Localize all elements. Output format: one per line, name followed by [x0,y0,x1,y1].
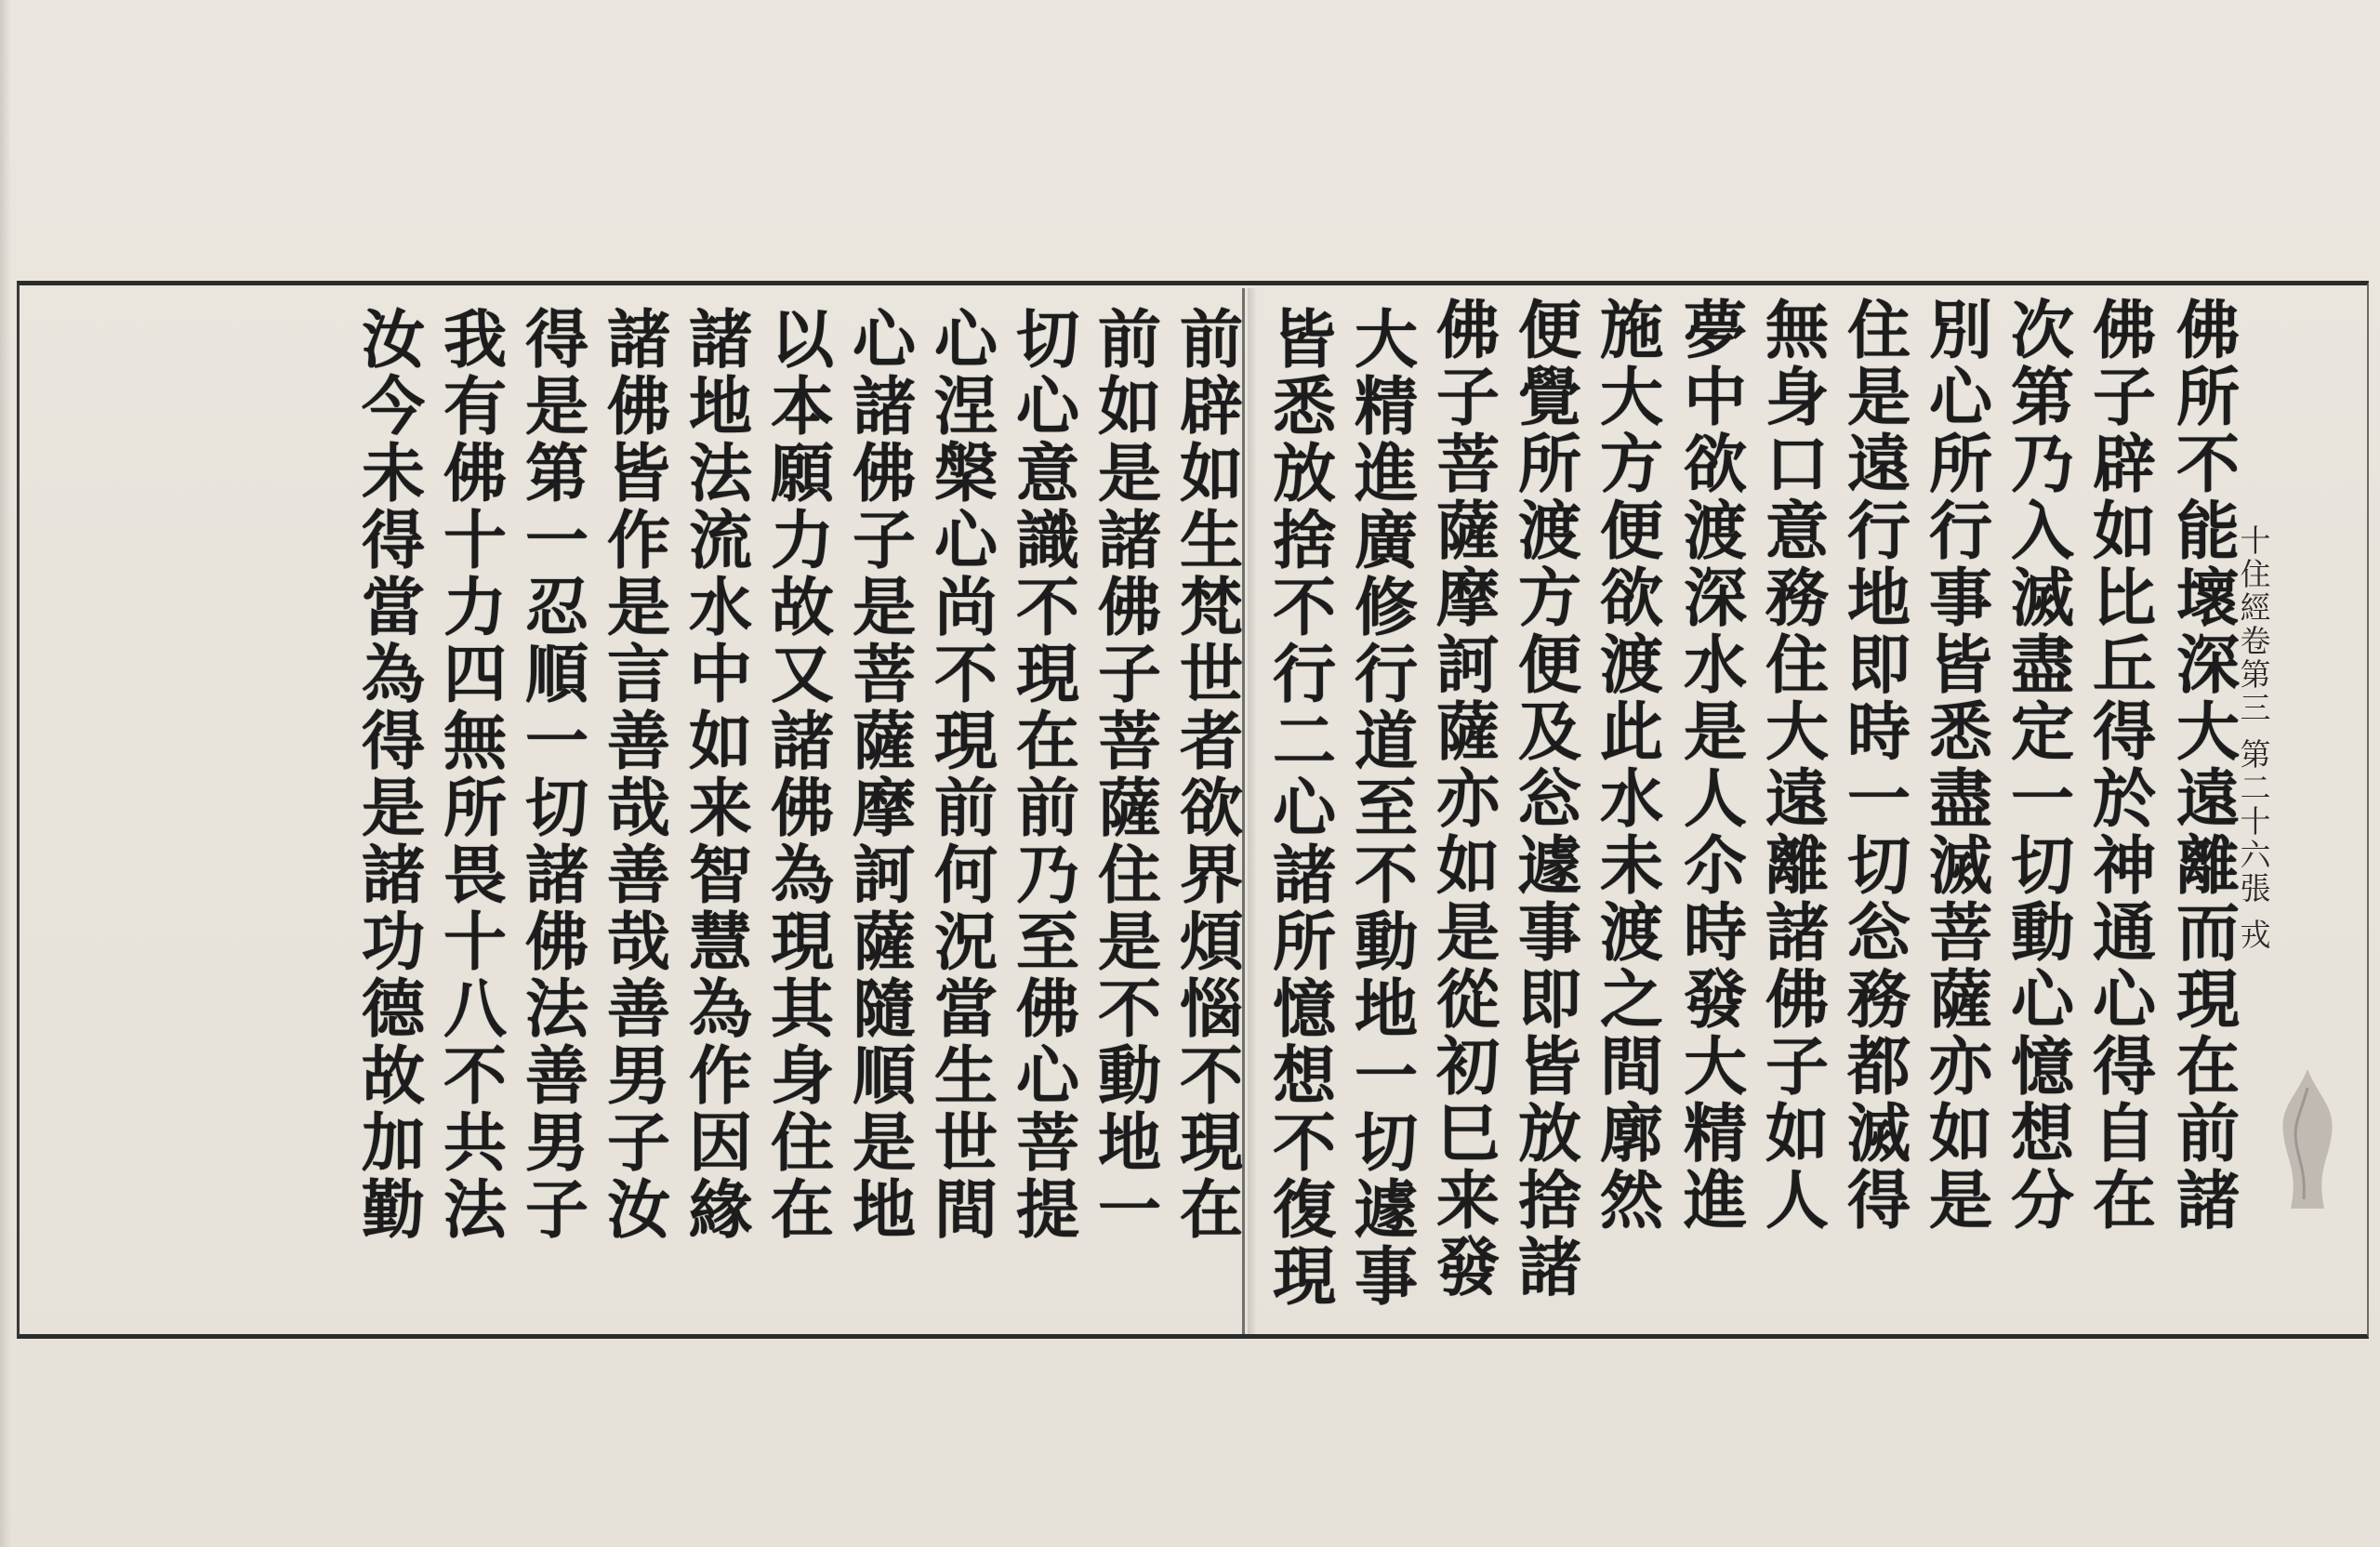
text-column: 心 諸 佛 子 是 菩 薩 摩 訶 薩 隨 順 是 地 [852,303,916,1248]
text-column: 皆 悉 放 捨 不 行 二 心 諸 所 憶 想 不 復 現 [1272,303,1336,1315]
text-column: 前 如 是 諸 佛 子 菩 薩 住 是 不 動 地 一 [1097,303,1161,1248]
text-column: 夢 中 欲 渡 深 水 是 人 尒 時 發 大 精 進 [1683,294,1747,1238]
text-column: 切 心 意 識 不 現 在 前 乃 至 佛 心 菩 提 [1015,303,1079,1248]
text-column: 別 心 所 行 事 皆 悉 盡 滅 菩 薩 亦 如 是 [1928,294,1992,1238]
text-column: 諸 佛 皆 作 是 言 善 哉 善 哉 善 男 子 汝 [606,303,670,1248]
text-column: 心 涅 槃 心 尚 不 現 前 何 況 當 生 世 間 [933,303,998,1248]
text-column: 得 是 第 一 忍 順 一 切 諸 佛 法 善 男 子 [524,303,588,1248]
text-column: 以 本 願 力 故 又 諸 佛 為 現 其 身 住 在 [770,303,834,1248]
marginal-title: 十 住 經 卷 第 三 第 二 十 六 張 戎 [2240,522,2271,953]
text-column: 次 第 乃 入 滅 盡 定 一 切 動 心 憶 想 分 [2010,294,2074,1238]
text-column: 佛 子 辟 如 比 丘 得 於 神 通 心 得 自 在 [2092,294,2156,1238]
text-column: 我 有 佛 十 力 四 無 所 畏 十 八 不 共 法 [443,303,507,1248]
text-column: 大 精 進 廣 修 行 道 至 不 動 地 一 切 遽 事 [1354,303,1418,1315]
text-column: 佛 子 菩 薩 摩 訶 薩 亦 如 是 從 初 巳 来 發 [1435,294,1500,1305]
text-column: 無 身 口 意 務 住 大 遠 離 諸 佛 子 如 人 [1765,294,1829,1238]
fishtail-block-mark [2270,1069,2345,1209]
text-column: 汝 今 未 得 當 為 得 是 諸 功 德 故 加 勤 [361,303,425,1248]
text-column: 佛 所 不 能 壞 深 大 遠 離 而 現 在 前 諸 [2175,294,2240,1238]
text-column: 前 辟 如 生 梵 世 者 欲 界 煩 惱 不 現 在 [1179,303,1243,1248]
page-edge-shadow [0,0,11,1547]
text-column: 施 大 方 便 欲 渡 此 水 未 渡 之 間 廓 然 [1599,294,1663,1238]
text-column: 諸 地 法 流 水 中 如 来 智 慧 為 作 因 緣 [688,303,752,1248]
text-column: 住 是 遠 行 地 即 時 一 切 忩 務 都 滅 得 [1846,294,1911,1238]
text-column: 便 覺 所 渡 方 便 及 忩 遽 事 即 皆 放 捨 諸 [1517,294,1581,1305]
